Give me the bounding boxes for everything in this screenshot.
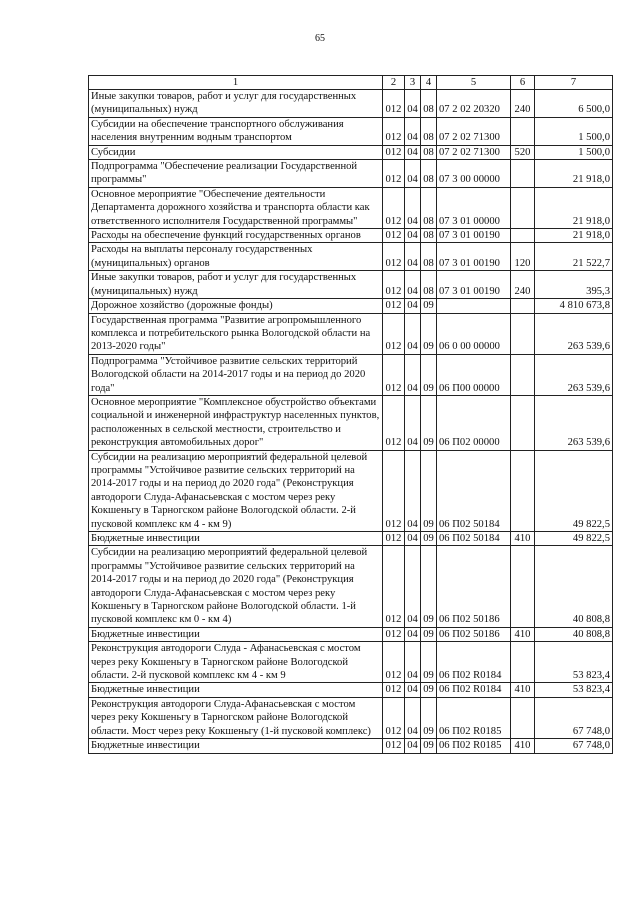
amount: 1 500,0 (535, 145, 613, 159)
admin-code: 012 (383, 532, 405, 546)
expense-type-code: 410 (511, 532, 535, 546)
amount: 40 808,8 (535, 627, 613, 641)
section-code: 04 (405, 697, 421, 738)
subsection-code: 09 (421, 313, 437, 354)
subsection-code: 08 (421, 117, 437, 145)
target-article-code: 06 П02 R0185 (437, 697, 511, 738)
admin-code: 012 (383, 546, 405, 627)
amount: 49 822,5 (535, 450, 613, 531)
row-name: Бюджетные инвестиции (89, 532, 383, 546)
target-article-code: 06 П02 R0185 (437, 739, 511, 753)
table-row (89, 299, 613, 313)
subsection-code: 08 (421, 160, 437, 188)
section-code: 04 (405, 145, 421, 159)
amount: 21 522,7 (535, 243, 613, 271)
subsection-code: 09 (421, 739, 437, 753)
expense-type-code (511, 697, 535, 738)
table-row (89, 160, 613, 188)
admin-code: 012 (383, 117, 405, 145)
section-code: 04 (405, 739, 421, 753)
table-row (89, 313, 613, 354)
amount: 21 918,0 (535, 160, 613, 188)
expense-type-code (511, 395, 535, 450)
section-code: 04 (405, 160, 421, 188)
expense-type-code: 240 (511, 271, 535, 299)
expense-type-code (511, 160, 535, 188)
row-name: Дорожное хозяйство (дорожные фонды) (89, 299, 383, 313)
target-article-code: 06 П02 50186 (437, 546, 511, 627)
subsection-code: 08 (421, 243, 437, 271)
expense-type-code: 410 (511, 739, 535, 753)
subsection-code: 09 (421, 450, 437, 531)
expense-type-code (511, 229, 535, 243)
target-article-code: 06 0 00 00000 (437, 313, 511, 354)
expense-type-code (511, 354, 535, 395)
admin-code: 012 (383, 90, 405, 118)
row-name: Подпрограмма "Обеспечение реализации Государственной программы" (89, 160, 383, 188)
target-article-code: 07 2 02 71300 (437, 145, 511, 159)
header-cell: 2 (383, 76, 405, 90)
section-code: 04 (405, 229, 421, 243)
row-name: Бюджетные инвестиции (89, 683, 383, 697)
table-row (89, 187, 613, 228)
section-code: 04 (405, 683, 421, 697)
amount: 263 539,6 (535, 354, 613, 395)
target-article-code: 07 3 01 00190 (437, 243, 511, 271)
subsection-code: 09 (421, 299, 437, 313)
row-name: Бюджетные инвестиции (89, 739, 383, 753)
target-article-code (437, 299, 511, 313)
section-code: 04 (405, 313, 421, 354)
row-name: Реконструкция автодороги Слуда-Афанасьевская с мостом через реку Кокшеньгу в Тарногском районе Вологодской области. Мост через реку Кокшеньгу (1-й пусковой комплекс) (89, 697, 383, 738)
admin-code: 012 (383, 395, 405, 450)
table-row (89, 271, 613, 299)
amount: 49 822,5 (535, 532, 613, 546)
row-name: Расходы на выплаты персоналу государственных (муниципальных) органов (89, 243, 383, 271)
admin-code: 012 (383, 739, 405, 753)
row-name: Субсидии (89, 145, 383, 159)
header-cell: 1 (89, 76, 383, 90)
row-name: Иные закупки товаров, работ и услуг для государственных (муниципальных) нужд (89, 90, 383, 118)
row-name: Иные закупки товаров, работ и услуг для государственных (муниципальных) нужд (89, 271, 383, 299)
target-article-code: 06 П02 R0184 (437, 683, 511, 697)
row-name: Субсидии на обеспечение транспортного обслуживания населения внутренним водным транспортом (89, 117, 383, 145)
table-row (89, 546, 613, 627)
amount: 21 918,0 (535, 187, 613, 228)
table-row (89, 627, 613, 641)
expense-type-code (511, 117, 535, 145)
admin-code: 012 (383, 697, 405, 738)
target-article-code: 06 П02 00000 (437, 395, 511, 450)
budget-table (88, 75, 613, 754)
table-row (89, 683, 613, 697)
amount: 21 918,0 (535, 229, 613, 243)
table-row (89, 395, 613, 450)
target-article-code: 07 3 00 00000 (437, 160, 511, 188)
target-article-code: 07 3 01 00190 (437, 229, 511, 243)
expense-type-code: 410 (511, 683, 535, 697)
amount: 395,3 (535, 271, 613, 299)
section-code: 04 (405, 299, 421, 313)
row-name: Реконструкция автодороги Слуда - Афанасьевская с мостом через реку Кокшеньгу в Тарногском районе Вологодской области. 2-й пусковой комплекс км 4 - км 9 (89, 642, 383, 683)
section-code: 04 (405, 395, 421, 450)
expense-type-code (511, 187, 535, 228)
target-article-code: 07 3 01 00190 (437, 271, 511, 299)
admin-code: 012 (383, 627, 405, 641)
row-name: Субсидии на реализацию мероприятий федеральной целевой программы "Устойчивое развитие сельских территорий на 2014-2017 годы и на период до 2020 года" (Реконструкция автодороги Слуда-Афанасьевская с мостом через реку Кокшеньгу в Тарногском районе Вологодской области. 1-й пусковой комплекс км 0 - км 4) (89, 546, 383, 627)
section-code: 04 (405, 271, 421, 299)
amount: 4 810 673,8 (535, 299, 613, 313)
subsection-code: 08 (421, 271, 437, 299)
subsection-code: 09 (421, 532, 437, 546)
section-code: 04 (405, 642, 421, 683)
expense-type-code (511, 313, 535, 354)
admin-code: 012 (383, 450, 405, 531)
table-row (89, 229, 613, 243)
admin-code: 012 (383, 683, 405, 697)
row-name: Основное мероприятие "Обеспечение деятельности Департамента дорожного хозяйства и транспорта области как ответственного исполнителя Государственной программы" (89, 187, 383, 228)
table-row (89, 90, 613, 118)
amount: 263 539,6 (535, 313, 613, 354)
target-article-code: 06 П00 00000 (437, 354, 511, 395)
row-name: Расходы на обеспечение функций государственных органов (89, 229, 383, 243)
target-article-code: 07 2 02 71300 (437, 117, 511, 145)
header-cell: 7 (535, 76, 613, 90)
expense-type-code (511, 642, 535, 683)
header-cell: 6 (511, 76, 535, 90)
header-row (89, 76, 613, 90)
admin-code: 012 (383, 354, 405, 395)
subsection-code: 09 (421, 546, 437, 627)
section-code: 04 (405, 187, 421, 228)
admin-code: 012 (383, 145, 405, 159)
table-row (89, 145, 613, 159)
section-code: 04 (405, 532, 421, 546)
amount: 40 808,8 (535, 546, 613, 627)
amount: 67 748,0 (535, 697, 613, 738)
section-code: 04 (405, 546, 421, 627)
header-cell: 3 (405, 76, 421, 90)
row-name: Субсидии на реализацию мероприятий федеральной целевой программы "Устойчивое развитие сельских территорий на 2014-2017 годы и на период до 2020 года" (Реконструкция автодороги Слуда-Афанасьевская с мостом через реку Кокшеньгу в Тарногском районе Вологодской области. 2-й пусковой комплекс км 4 - км 9) (89, 450, 383, 531)
admin-code: 012 (383, 187, 405, 228)
table-row (89, 117, 613, 145)
subsection-code: 08 (421, 145, 437, 159)
target-article-code: 06 П02 50184 (437, 532, 511, 546)
section-code: 04 (405, 117, 421, 145)
expense-type-code: 120 (511, 243, 535, 271)
table-body (89, 90, 613, 754)
subsection-code: 08 (421, 229, 437, 243)
amount: 1 500,0 (535, 117, 613, 145)
amount: 67 748,0 (535, 739, 613, 753)
subsection-code: 09 (421, 683, 437, 697)
table-row (89, 697, 613, 738)
amount: 53 823,4 (535, 642, 613, 683)
target-article-code: 06 П02 50184 (437, 450, 511, 531)
section-code: 04 (405, 243, 421, 271)
section-code: 04 (405, 450, 421, 531)
expense-type-code (511, 450, 535, 531)
expense-type-code: 410 (511, 627, 535, 641)
subsection-code: 08 (421, 90, 437, 118)
page-number: 65 (315, 33, 325, 44)
admin-code: 012 (383, 299, 405, 313)
table-row (89, 243, 613, 271)
admin-code: 012 (383, 160, 405, 188)
admin-code: 012 (383, 229, 405, 243)
target-article-code: 07 2 02 20320 (437, 90, 511, 118)
amount: 53 823,4 (535, 683, 613, 697)
admin-code: 012 (383, 313, 405, 354)
table-row (89, 532, 613, 546)
row-name: Основное мероприятие "Комплексное обустройство объектами социальной и инженерной инфраструктур населенных пунктов, расположенных в сельской местности, строительство и реконструкция автомобильных дорог" (89, 395, 383, 450)
admin-code: 012 (383, 271, 405, 299)
expense-type-code (511, 546, 535, 627)
row-name: Бюджетные инвестиции (89, 627, 383, 641)
target-article-code: 06 П02 R0184 (437, 642, 511, 683)
table-row (89, 642, 613, 683)
table-row (89, 354, 613, 395)
header-cell: 4 (421, 76, 437, 90)
admin-code: 012 (383, 243, 405, 271)
target-article-code: 07 3 01 00000 (437, 187, 511, 228)
subsection-code: 08 (421, 187, 437, 228)
section-code: 04 (405, 90, 421, 118)
row-name: Государственная программа "Развитие агропромышленного комплекса и потребительского рынка Вологодской области на 2013-2020 годы" (89, 313, 383, 354)
subsection-code: 09 (421, 395, 437, 450)
section-code: 04 (405, 627, 421, 641)
amount: 263 539,6 (535, 395, 613, 450)
admin-code: 012 (383, 642, 405, 683)
subsection-code: 09 (421, 627, 437, 641)
target-article-code: 06 П02 50186 (437, 627, 511, 641)
subsection-code: 09 (421, 642, 437, 683)
table-row (89, 739, 613, 753)
subsection-code: 09 (421, 354, 437, 395)
subsection-code: 09 (421, 697, 437, 738)
expense-type-code: 520 (511, 145, 535, 159)
amount: 6 500,0 (535, 90, 613, 118)
section-code: 04 (405, 354, 421, 395)
header-cell: 5 (437, 76, 511, 90)
expense-type-code (511, 299, 535, 313)
table-row (89, 450, 613, 531)
row-name: Подпрограмма "Устойчивое развитие сельских территорий Вологодской области на 2014-2017 годы и на период до 2020 года" (89, 354, 383, 395)
expense-type-code: 240 (511, 90, 535, 118)
